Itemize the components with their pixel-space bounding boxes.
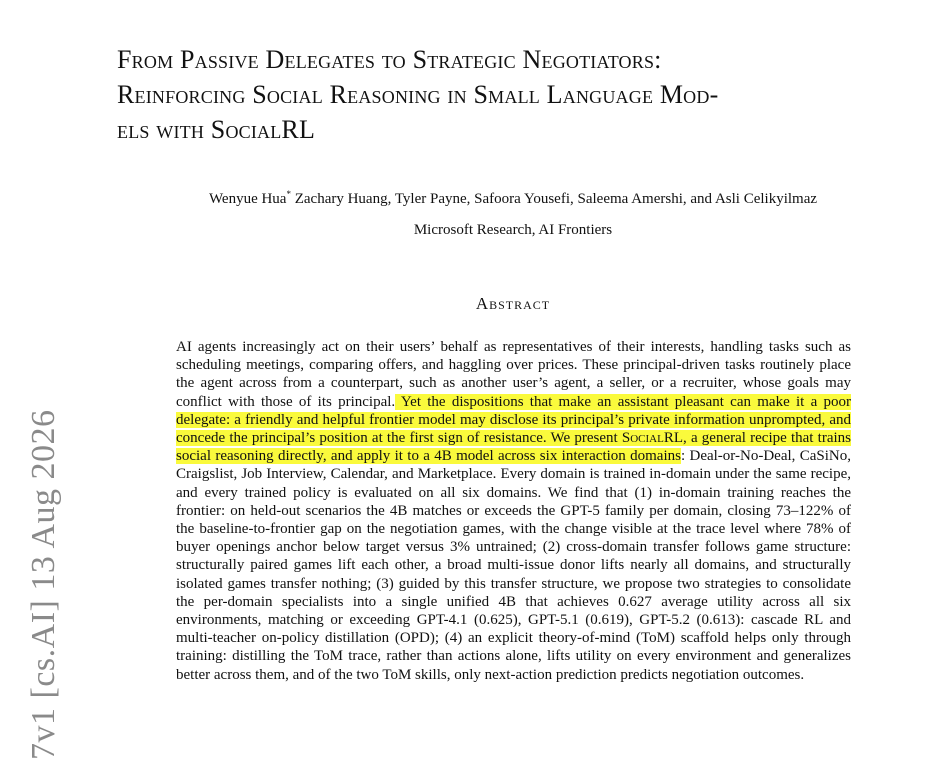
author-list xyxy=(0,184,949,209)
paper-title xyxy=(117,42,937,147)
title-line-2: Reinforcing Social Reasoning in Small Language Mod- xyxy=(117,80,719,109)
abstract-findings: : Deal-or-No-Deal, CaSiNo, Craigslist, Job Interview, Calendar, and Marketplace. Every domain is trained in-domain under the same recipe, and every trained policy is evaluated on all six domains. We find that (1) in-domain training reaches the frontier: on held-out scenarios the 4B matches or exceeds the GPT-5 family per domain, closing 73–122% of the baseline-to-frontier gap on the negotiation games, with the change visible at the trace level where 78% of buyer openings anchor below target versus 3% untrained; (2) cross-domain transfer follows game structure: structurally paired games lift each other, a broad multi-issue donor lifts nearly all domains, and structurally isolated games transfer nothing; (3) guided by this transfer structure, we propose two strategies to consolidate the per-domain specialists into a single unified 4B that achieves 0.627 average utility across all six environments, matching or exceeding GPT-4.1 (0.625), GPT-5.1 (0.619), GPT-5.2 (0.613): cascade RL and multi-teacher on-policy distillation (OPD); (4) an explicit theory-of-mind (ToM) scaffold helps only through training: distilling the ToM trace, rather than actions alone, lifts utility on every environment and generalizes better across them, and of the two ToM skills, only next-action prediction predicts negotiation outcomes. xyxy=(176,448,851,683)
abstract-text xyxy=(176,338,851,684)
arxiv-identifier-stamp: 7v1 [cs.AI] 13 Aug 2026 xyxy=(25,409,62,760)
title-line-3: els with SocialRL xyxy=(117,115,316,144)
first-author: Wenyue Hua xyxy=(208,191,287,207)
highlight-text-b: , a general recipe that trains social reasoning directly, and apply it to a 4B model across six interaction domains xyxy=(176,430,851,465)
corresponding-author-mark: * xyxy=(286,189,291,199)
abstract-intro: AI agents increasingly act on their users’ behalf as representatives of their interests, handling tasks such as scheduling meetings, comparing offers, and haggling over prices. These principal-driven tasks routinely place the agent across from a counterpart, such as another user’s agent, a seller, or a recruiter, whose goals may conflict with those of its principal. xyxy=(176,339,851,410)
affiliation: Microsoft Research, AI Frontiers xyxy=(413,222,613,238)
highlight-text-a: Yet the dispositions that make an assistant pleasant can make it a poor delegate: a friendly and helpful frontier model may disclose its principal’s private information unprompted, and concede the principal’s position at the first sign of resistance. We present xyxy=(176,393,851,447)
other-authors: Zachary Huang, Tyler Payne, Safoora Yousefi, Saleema Amershi, and Asli Celikyilmaz xyxy=(290,191,818,207)
abstract-heading: Abstract xyxy=(475,294,551,313)
method-name: SocialRL xyxy=(621,430,683,447)
title-line-1: From Passive Delegates to Strategic Negotiators: xyxy=(117,45,662,74)
